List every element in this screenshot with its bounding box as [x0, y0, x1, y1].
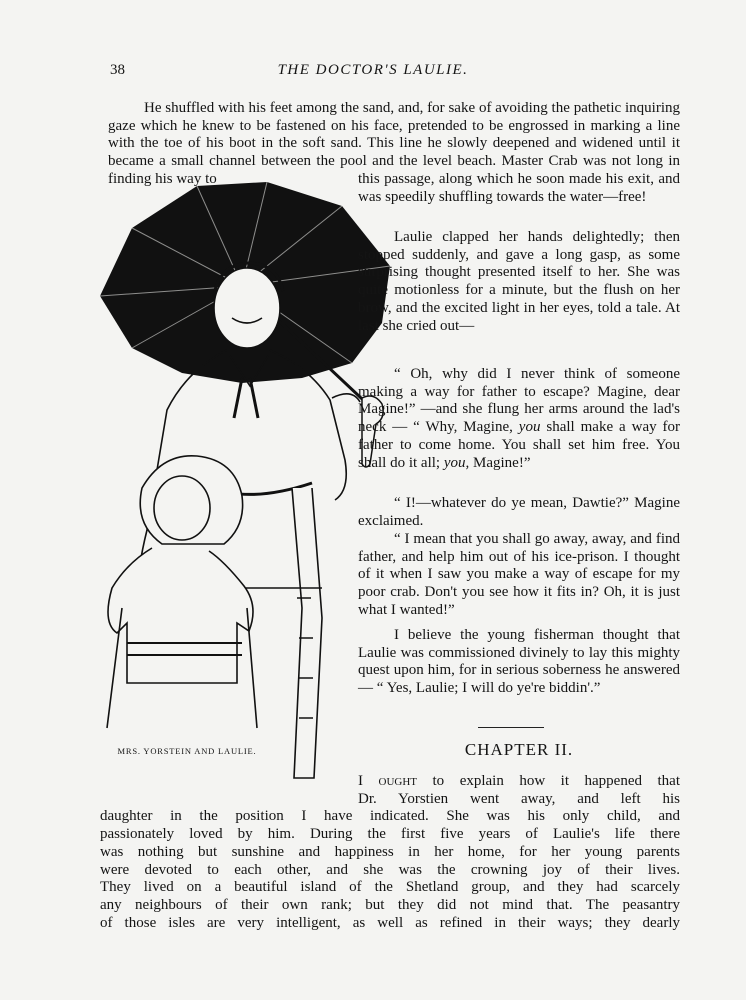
- paragraph-7-line: of those isles are very intelligent, as well as refined in their ways; they dearly: [100, 914, 680, 931]
- paragraph-7-line: were devoted to each other, and she was the crowning joy of their lives.: [100, 861, 680, 878]
- illustration-caption: MRS. YORSTEIN AND LAULIE.: [117, 746, 257, 756]
- page-number: 38: [110, 62, 125, 78]
- illustration-woman-girl-umbrella: [92, 168, 392, 783]
- paragraph-2: Laulie clapped her hands delightedly; then stopped suddenly, and gave a long gasp, as some surprising thought presented itself to her. She was quite motionless for a minute, but the flush on her brow, and the excited light in her eyes, told a tale. At last she cried out—: [358, 229, 680, 334]
- paragraph-7-line: was nothing but sunshine and happiness in her home, for her young parents: [100, 843, 680, 860]
- paragraph-5: “ I mean that you shall go away, away, and find father, and help him out of his ice-prison. I thought of it when I saw you make a way of escape for my poor crab. Don't you see how it fits in? Oh, it is just what I wanted!”: [358, 531, 680, 618]
- paragraph-7-line: I ought to explain how it happened that: [358, 773, 681, 789]
- paragraph-3-emphasis-2: you,: [443, 454, 470, 471]
- paragraph-3-part-c: Magine!”: [473, 454, 531, 471]
- paragraph-1: He shuffled with his feet among the sand, and, for sake of avoiding the pathetic inquiring gaze which he knew to be fastened on his face, pretended to be engrossed in marking a line with the toe of his boot in the soft sand. This line he slowly deepened and widened until it became a small channel between the pool and the level beach. Master Crab was not long in finding his way to: [108, 100, 680, 187]
- paragraph-3: [358, 366, 680, 472]
- paragraph-3-emphasis: you: [518, 419, 541, 436]
- section-divider: [478, 727, 544, 728]
- paragraph-7-line: They lived on a beautiful island of the Shetland group, and they had scarcely: [100, 879, 680, 896]
- running-title: THE DOCTOR'S LAULIE.: [277, 62, 469, 78]
- paragraph-4: “ I!—whatever do ye mean, Dawtie?” Magine exclaimed.: [358, 495, 680, 529]
- paragraph-7-line: any neighbours of their own rank; but they did not mind that. The peasantry: [100, 896, 680, 913]
- paragraph-7-line: daughter in the position I have indicated. She was his only child, and: [100, 808, 680, 825]
- paragraph-3-part-a: “ Oh, why did I never think of someone making a way for father to escape? Magine, dear Magine!” —and she flung her arms around the lad's neck — “ Why, Magine,: [358, 366, 680, 436]
- paragraph-1-continued: this passage, along which he soon made his exit, and was speedily shuffling towards the water—free!: [358, 171, 680, 205]
- paragraph-6: I believe the young fisherman thought that Laulie was commissioned divinely to lay this mighty quest upon him, for in serious soberness he answered — “ Yes, Laulie; I will do ye're biddin'.”: [358, 627, 680, 697]
- paragraph-3-part-b: shall make a way for father to come home. You shall set him free. You shall do it all;: [358, 419, 681, 471]
- paragraph-7-line: passionately loved by him. During the first five years of Laulie's life there: [100, 826, 680, 843]
- paragraph-7-lead: I ought: [358, 773, 417, 789]
- chapter-heading: CHAPTER II.: [464, 740, 574, 759]
- girl-figure-image: [107, 456, 257, 728]
- paragraph-7-line: Dr. Yorstien went away, and left his: [358, 790, 680, 807]
- paragraph-7: [100, 773, 680, 932]
